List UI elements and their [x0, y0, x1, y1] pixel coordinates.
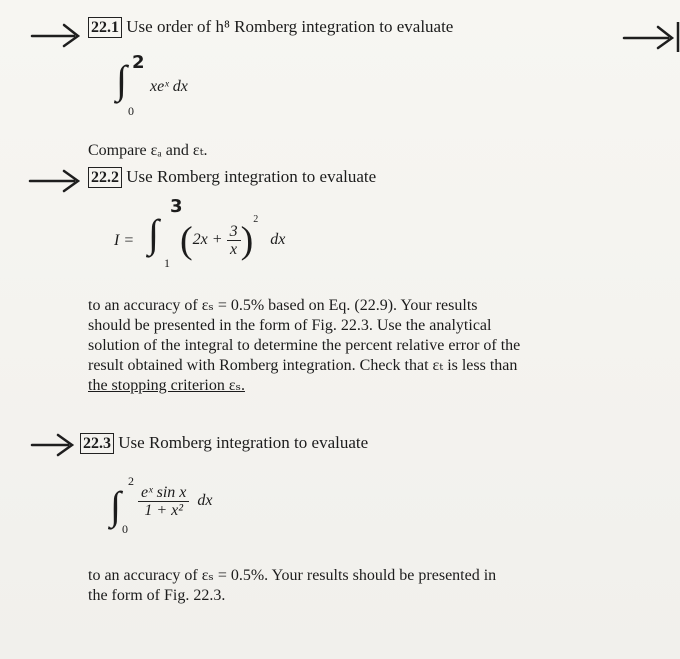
paragraph-line: to an accuracy of εₛ = 0.5%. Your results should be presented in: [88, 567, 497, 584]
problem-22-3-heading: [80, 432, 368, 454]
expression-term: 2x +: [192, 231, 223, 248]
integral-sign: ∫: [148, 211, 159, 256]
handwritten-arrow-icon: [30, 20, 82, 50]
integral-lower-limit: 1: [164, 256, 170, 270]
paragraph-line: the form of Fig. 22.3.: [88, 587, 226, 604]
integrand-fraction: [138, 484, 213, 519]
problem-number: 22.3: [80, 433, 114, 454]
fraction-denominator: x: [230, 240, 238, 258]
problem-22-3-instructions: [88, 566, 660, 606]
problem-number: 22.2: [88, 167, 122, 188]
fraction-numerator: 3: [227, 223, 241, 241]
parenthesized-expression: (2x + $\frac{3}{x}$ )$^2$ dx: [180, 214, 286, 262]
problem-prompt: Use order of h⁸ Romberg integration to evaluate: [126, 17, 454, 36]
handwritten-arrow-icon: [30, 432, 78, 458]
problem-number: 22.1: [88, 17, 122, 38]
integral-lower-limit: 0: [128, 104, 134, 118]
problem-22-2-heading: [88, 166, 376, 188]
problem-prompt: Use Romberg integration to evaluate: [126, 167, 377, 186]
paragraph-line: the stopping criterion εₛ.: [88, 377, 245, 394]
integral-lhs: I =: [114, 232, 135, 249]
integral-sign: ∫: [110, 483, 121, 528]
fraction-numerator: eˣ sin x: [138, 484, 189, 502]
integral-sign: ∫: [116, 57, 127, 102]
paragraph-line: should be presented in the form of Fig. 22.3. Use the analytical: [88, 317, 492, 334]
compare-errors-text: Compare εₐ and εₜ.: [88, 142, 208, 159]
problem-22-1-heading: [88, 16, 453, 38]
integral-lower-limit: 0: [122, 522, 128, 536]
paragraph-line: to an accuracy of εₛ = 0.5% based on Eq. (22.9). Your results: [88, 297, 478, 314]
fraction: [227, 223, 241, 258]
problem-prompt: Use Romberg integration to evaluate: [118, 433, 369, 452]
fraction-denominator: 1 + x²: [144, 502, 184, 519]
handwritten-arrow-icon: [28, 168, 84, 194]
problem-22-2-instructions: [88, 296, 660, 396]
handwritten-arrow-icon: [622, 22, 680, 52]
differential: dx: [197, 492, 213, 510]
integrand: xeˣ dx: [150, 78, 188, 95]
handwritten-upper-limit: 2: [132, 52, 145, 73]
paragraph-line: result obtained with Romberg integration. Check that εₜ is less than: [88, 357, 518, 374]
paragraph-line: solution of the integral to determine the percent relative error of the: [88, 337, 521, 354]
integral-upper-limit: 2: [128, 474, 134, 488]
differential: dx: [270, 231, 286, 248]
handwritten-upper-limit: 3: [170, 196, 183, 217]
exponent: 2: [253, 214, 259, 225]
